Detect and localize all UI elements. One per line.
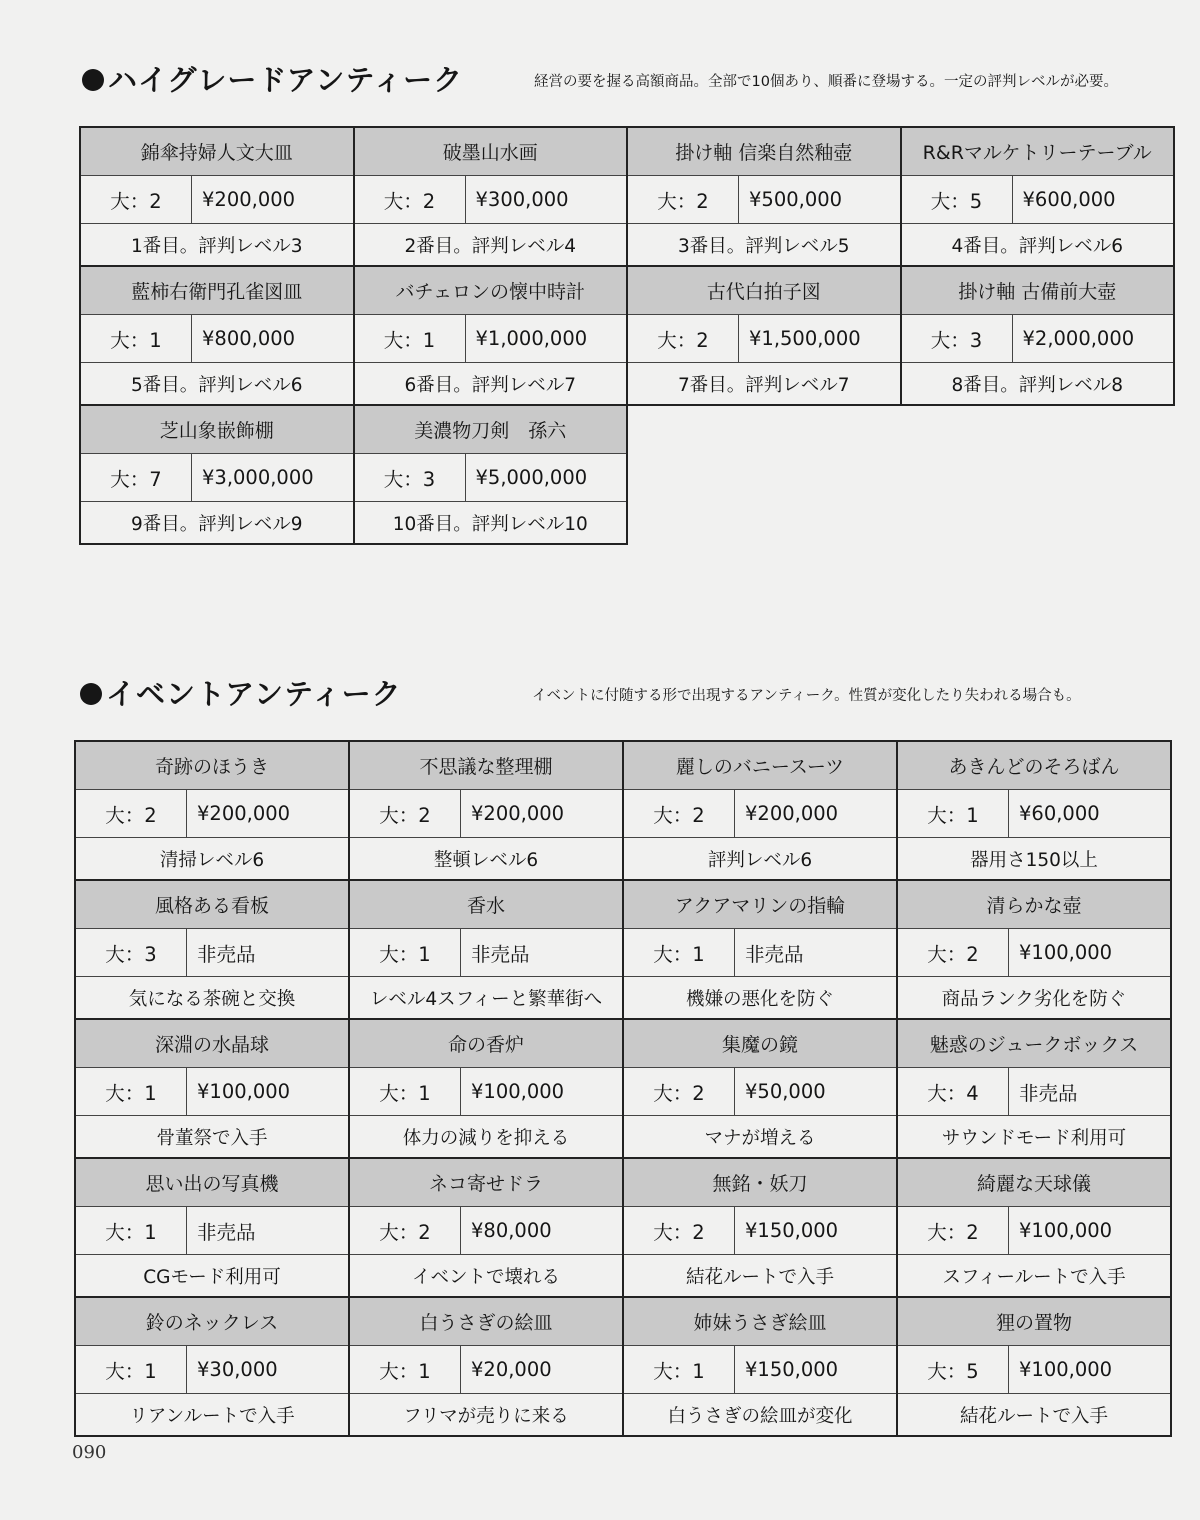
item-name: 錦傘持婦人文大皿 <box>81 128 353 176</box>
antique-item-card <box>76 1298 350 1437</box>
item-condition: 器用さ150以上 <box>970 849 1098 871</box>
item-price: 非売品 <box>197 942 256 966</box>
item-condition: 6番目。評判レベル7 <box>404 374 577 396</box>
item-price: ¥150,000 <box>745 1358 839 1381</box>
item-size: 大：2 <box>624 1068 735 1115</box>
section-heading-event <box>80 672 402 713</box>
item-price: 非売品 <box>471 942 530 966</box>
item-name: 古代白拍子図 <box>628 267 900 315</box>
item-size-price-row <box>624 790 896 838</box>
item-price: ¥50,000 <box>745 1080 826 1103</box>
antique-item-card <box>350 1159 624 1298</box>
antique-item-card <box>898 881 1172 1020</box>
item-price: 非売品 <box>745 942 804 966</box>
event-table <box>74 740 1172 1437</box>
bullet-dot-icon <box>80 683 102 705</box>
antique-item-card <box>76 1159 350 1298</box>
item-size-price-row <box>898 1207 1170 1255</box>
event-note: イベントに付随する形で出現するアンティーク。性質が変化したり失われる場合も。 <box>532 688 1081 704</box>
item-size-price-row <box>898 1346 1170 1394</box>
antique-item-card <box>624 1298 898 1437</box>
item-name: 掛け軸 信楽自然釉壺 <box>628 128 900 176</box>
antique-item-card <box>898 1159 1172 1298</box>
antique-item-card <box>76 881 350 1020</box>
item-price: ¥100,000 <box>197 1080 291 1103</box>
antique-item-card <box>898 742 1172 881</box>
item-size-price-row <box>898 790 1170 838</box>
item-condition: 機嫌の悪化を防ぐ <box>685 988 834 1010</box>
item-size-price-row <box>355 454 627 502</box>
item-condition: 骨董祭で入手 <box>156 1127 268 1149</box>
item-condition: 1番目。評判レベル3 <box>130 235 303 257</box>
item-size-price-row <box>902 315 1174 363</box>
item-size-price-row <box>350 1068 622 1116</box>
item-price: ¥100,000 <box>1019 941 1113 964</box>
section-heading-high-grade <box>82 58 463 99</box>
antique-item-card <box>624 881 898 1020</box>
item-size: 大：1 <box>81 315 192 362</box>
item-size-price-row <box>624 1068 896 1116</box>
item-price: 非売品 <box>197 1220 256 1244</box>
item-name: 綺麗な天球儀 <box>898 1159 1170 1207</box>
item-name: 無銘・妖刀 <box>624 1159 896 1207</box>
item-condition: 4番目。評判レベル6 <box>951 235 1124 257</box>
item-price: ¥80,000 <box>471 1219 552 1242</box>
item-condition: 2番目。評判レベル4 <box>404 235 577 257</box>
item-name: 狸の置物 <box>898 1298 1170 1346</box>
item-name: アクアマリンの指輪 <box>624 881 896 929</box>
item-price: ¥150,000 <box>745 1219 839 1242</box>
antique-item-card <box>624 1020 898 1159</box>
item-condition: 体力の減りを抑える <box>402 1127 570 1149</box>
item-size: 大：2 <box>350 790 461 837</box>
item-size: 大：2 <box>898 1207 1009 1254</box>
item-name: R&Rマルケトリーテーブル <box>902 128 1174 176</box>
item-size-price-row <box>898 929 1170 977</box>
item-size: 大：1 <box>898 790 1009 837</box>
item-price: ¥100,000 <box>471 1080 565 1103</box>
item-size: 大：1 <box>350 1346 461 1393</box>
high-grade-note: 経営の要を握る高額商品。全部で10個あり、順番に登場する。一定の評判レベルが必要。 <box>534 74 1118 90</box>
item-condition: 気になる茶碗と交換 <box>128 988 296 1010</box>
antique-item-card <box>81 406 355 545</box>
item-size-price-row <box>76 1207 348 1255</box>
antique-item-card <box>76 1020 350 1159</box>
item-condition: フリマが売りに来る <box>403 1405 569 1427</box>
item-size: 大：5 <box>902 176 1013 223</box>
item-condition: 結花ルートで入手 <box>685 1266 834 1288</box>
item-size-price-row <box>898 1068 1170 1116</box>
item-condition: サウンドモード利用可 <box>941 1127 1127 1149</box>
item-price: ¥30,000 <box>197 1358 278 1381</box>
item-size: 大：3 <box>76 929 187 976</box>
item-size: 大：3 <box>902 315 1013 362</box>
item-name: 鈴のネックレス <box>76 1298 348 1346</box>
item-condition: 結花ルートで入手 <box>959 1405 1108 1427</box>
item-size-price-row <box>350 1346 622 1394</box>
item-price: ¥2,000,000 <box>1022 327 1135 350</box>
item-size-price-row <box>81 454 353 502</box>
item-condition: 清掃レベル6 <box>159 849 265 871</box>
item-size: 大：2 <box>81 176 192 223</box>
item-size: 大：7 <box>81 454 192 501</box>
item-name: 命の香炉 <box>350 1020 622 1068</box>
item-size-price-row <box>76 929 348 977</box>
high-grade-table <box>79 126 1175 545</box>
item-size-price-row <box>76 1068 348 1116</box>
item-name: ネコ寄せドラ <box>350 1159 622 1207</box>
item-price: ¥20,000 <box>471 1358 552 1381</box>
item-size-price-row <box>902 176 1174 224</box>
item-condition: イベントで壊れる <box>411 1266 560 1288</box>
item-condition: リアンルートで入手 <box>129 1405 295 1427</box>
item-condition: 整頓レベル6 <box>433 849 539 871</box>
item-condition: 10番目。評判レベル10 <box>392 513 588 535</box>
item-condition: 8番目。評判レベル8 <box>951 374 1124 396</box>
antique-item-card <box>350 742 624 881</box>
item-name: 香水 <box>350 881 622 929</box>
item-price: ¥100,000 <box>1019 1358 1113 1381</box>
item-name: 集魔の鏡 <box>624 1020 896 1068</box>
item-price: ¥200,000 <box>745 802 839 825</box>
item-price: ¥3,000,000 <box>202 466 314 489</box>
item-size: 大：1 <box>76 1207 187 1254</box>
antique-item-card <box>81 128 355 267</box>
item-condition: 3番目。評判レベル5 <box>677 235 850 257</box>
item-price: ¥200,000 <box>202 188 296 211</box>
item-name: 清らかな壺 <box>898 881 1170 929</box>
item-size: 大：1 <box>355 315 466 362</box>
item-size: 大：2 <box>628 315 739 362</box>
antique-item-card <box>355 406 629 545</box>
item-size-price-row <box>350 929 622 977</box>
item-size: 大：1 <box>350 1068 461 1115</box>
high-grade-heading-text: ハイグレードアンティーク <box>108 63 464 97</box>
antique-item-card <box>355 267 629 406</box>
item-price: ¥100,000 <box>1019 1219 1113 1242</box>
antique-item-card <box>902 267 1176 406</box>
item-size: 大：2 <box>355 176 466 223</box>
item-name: 芝山象嵌飾棚 <box>81 406 353 454</box>
item-name: 掛け軸 古備前大壺 <box>902 267 1174 315</box>
item-size-price-row <box>624 1207 896 1255</box>
item-condition: マナが増える <box>704 1127 816 1149</box>
antique-item-card <box>902 128 1176 267</box>
item-size-price-row <box>81 315 353 363</box>
item-price: ¥200,000 <box>197 802 291 825</box>
item-condition: CGモード利用可 <box>143 1266 281 1288</box>
item-size-price-row <box>355 315 627 363</box>
item-size-price-row <box>350 1207 622 1255</box>
item-size-price-row <box>81 176 353 224</box>
item-size: 大：3 <box>355 454 466 501</box>
item-condition: 評判レベル6 <box>707 849 813 871</box>
item-size: 大：2 <box>628 176 739 223</box>
item-size: 大：1 <box>624 929 735 976</box>
item-price: ¥600,000 <box>1022 188 1116 211</box>
antique-item-card <box>350 1020 624 1159</box>
bullet-dot-icon <box>82 69 104 91</box>
item-size-price-row <box>350 790 622 838</box>
item-size-price-row <box>628 176 900 224</box>
item-size: 大：1 <box>624 1346 735 1393</box>
antique-item-card <box>350 881 624 1020</box>
antique-item-card <box>624 1159 898 1298</box>
item-name: 魅惑のジュークボックス <box>898 1020 1170 1068</box>
item-name: 破墨山水画 <box>355 128 627 176</box>
item-size: 大：2 <box>898 929 1009 976</box>
item-price: ¥1,500,000 <box>749 327 861 350</box>
antique-item-card <box>76 742 350 881</box>
item-condition: レベル4スフィーと繁華街へ <box>369 988 603 1010</box>
item-price: ¥60,000 <box>1019 802 1100 825</box>
item-size: 大：1 <box>76 1068 187 1115</box>
item-name: 麗しのバニースーツ <box>624 742 896 790</box>
item-size: 大：2 <box>350 1207 461 1254</box>
item-name: バチェロンの懐中時計 <box>355 267 627 315</box>
item-price: ¥5,000,000 <box>475 466 588 489</box>
item-condition: 7番目。評判レベル7 <box>677 374 850 396</box>
item-condition: 白うさぎの絵皿が変化 <box>667 1405 853 1427</box>
antique-item-card <box>624 742 898 881</box>
item-name: 風格ある看板 <box>76 881 348 929</box>
item-price: ¥1,000,000 <box>475 327 588 350</box>
antique-item-card <box>350 1298 624 1437</box>
item-price: ¥300,000 <box>475 188 569 211</box>
item-condition: 5番目。評判レベル6 <box>130 374 303 396</box>
item-condition: 9番目。評判レベル9 <box>130 513 303 535</box>
item-name: 不思議な整理棚 <box>350 742 622 790</box>
item-size: 大：1 <box>76 1346 187 1393</box>
antique-item-card <box>628 267 902 406</box>
item-size: 大：1 <box>350 929 461 976</box>
item-size-price-row <box>355 176 627 224</box>
item-size-price-row <box>628 315 900 363</box>
item-name: 深淵の水晶球 <box>76 1020 348 1068</box>
item-price: 非売品 <box>1019 1081 1078 1105</box>
item-name: 白うさぎの絵皿 <box>350 1298 622 1346</box>
antique-item-card <box>898 1020 1172 1159</box>
item-size: 大：2 <box>624 1207 735 1254</box>
item-size: 大：5 <box>898 1346 1009 1393</box>
antique-item-card <box>81 267 355 406</box>
item-size-price-row <box>76 1346 348 1394</box>
item-size: 大：4 <box>898 1068 1009 1115</box>
item-size: 大：2 <box>76 790 187 837</box>
item-price: ¥200,000 <box>471 802 565 825</box>
item-size-price-row <box>624 929 896 977</box>
item-price: ¥800,000 <box>202 327 296 350</box>
item-size: 大：2 <box>624 790 735 837</box>
antique-item-card <box>628 128 902 267</box>
item-name: 思い出の写真機 <box>76 1159 348 1207</box>
event-heading-text: イベントアンティーク <box>106 677 402 711</box>
item-size-price-row <box>624 1346 896 1394</box>
antique-item-card <box>898 1298 1172 1437</box>
item-size-price-row <box>76 790 348 838</box>
item-name: 姉妹うさぎ絵皿 <box>624 1298 896 1346</box>
page-number: 090 <box>72 1442 107 1463</box>
item-name: 藍柿右衛門孔雀図皿 <box>81 267 353 315</box>
item-name: 奇跡のほうき <box>76 742 348 790</box>
item-name: あきんどのそろばん <box>898 742 1170 790</box>
item-price: ¥500,000 <box>749 188 843 211</box>
antique-item-card <box>355 128 629 267</box>
item-name: 美濃物刀剣 孫六 <box>355 406 627 454</box>
item-condition: スフィールートで入手 <box>942 1266 1126 1288</box>
item-condition: 商品ランク劣化を防ぐ <box>941 988 1127 1010</box>
